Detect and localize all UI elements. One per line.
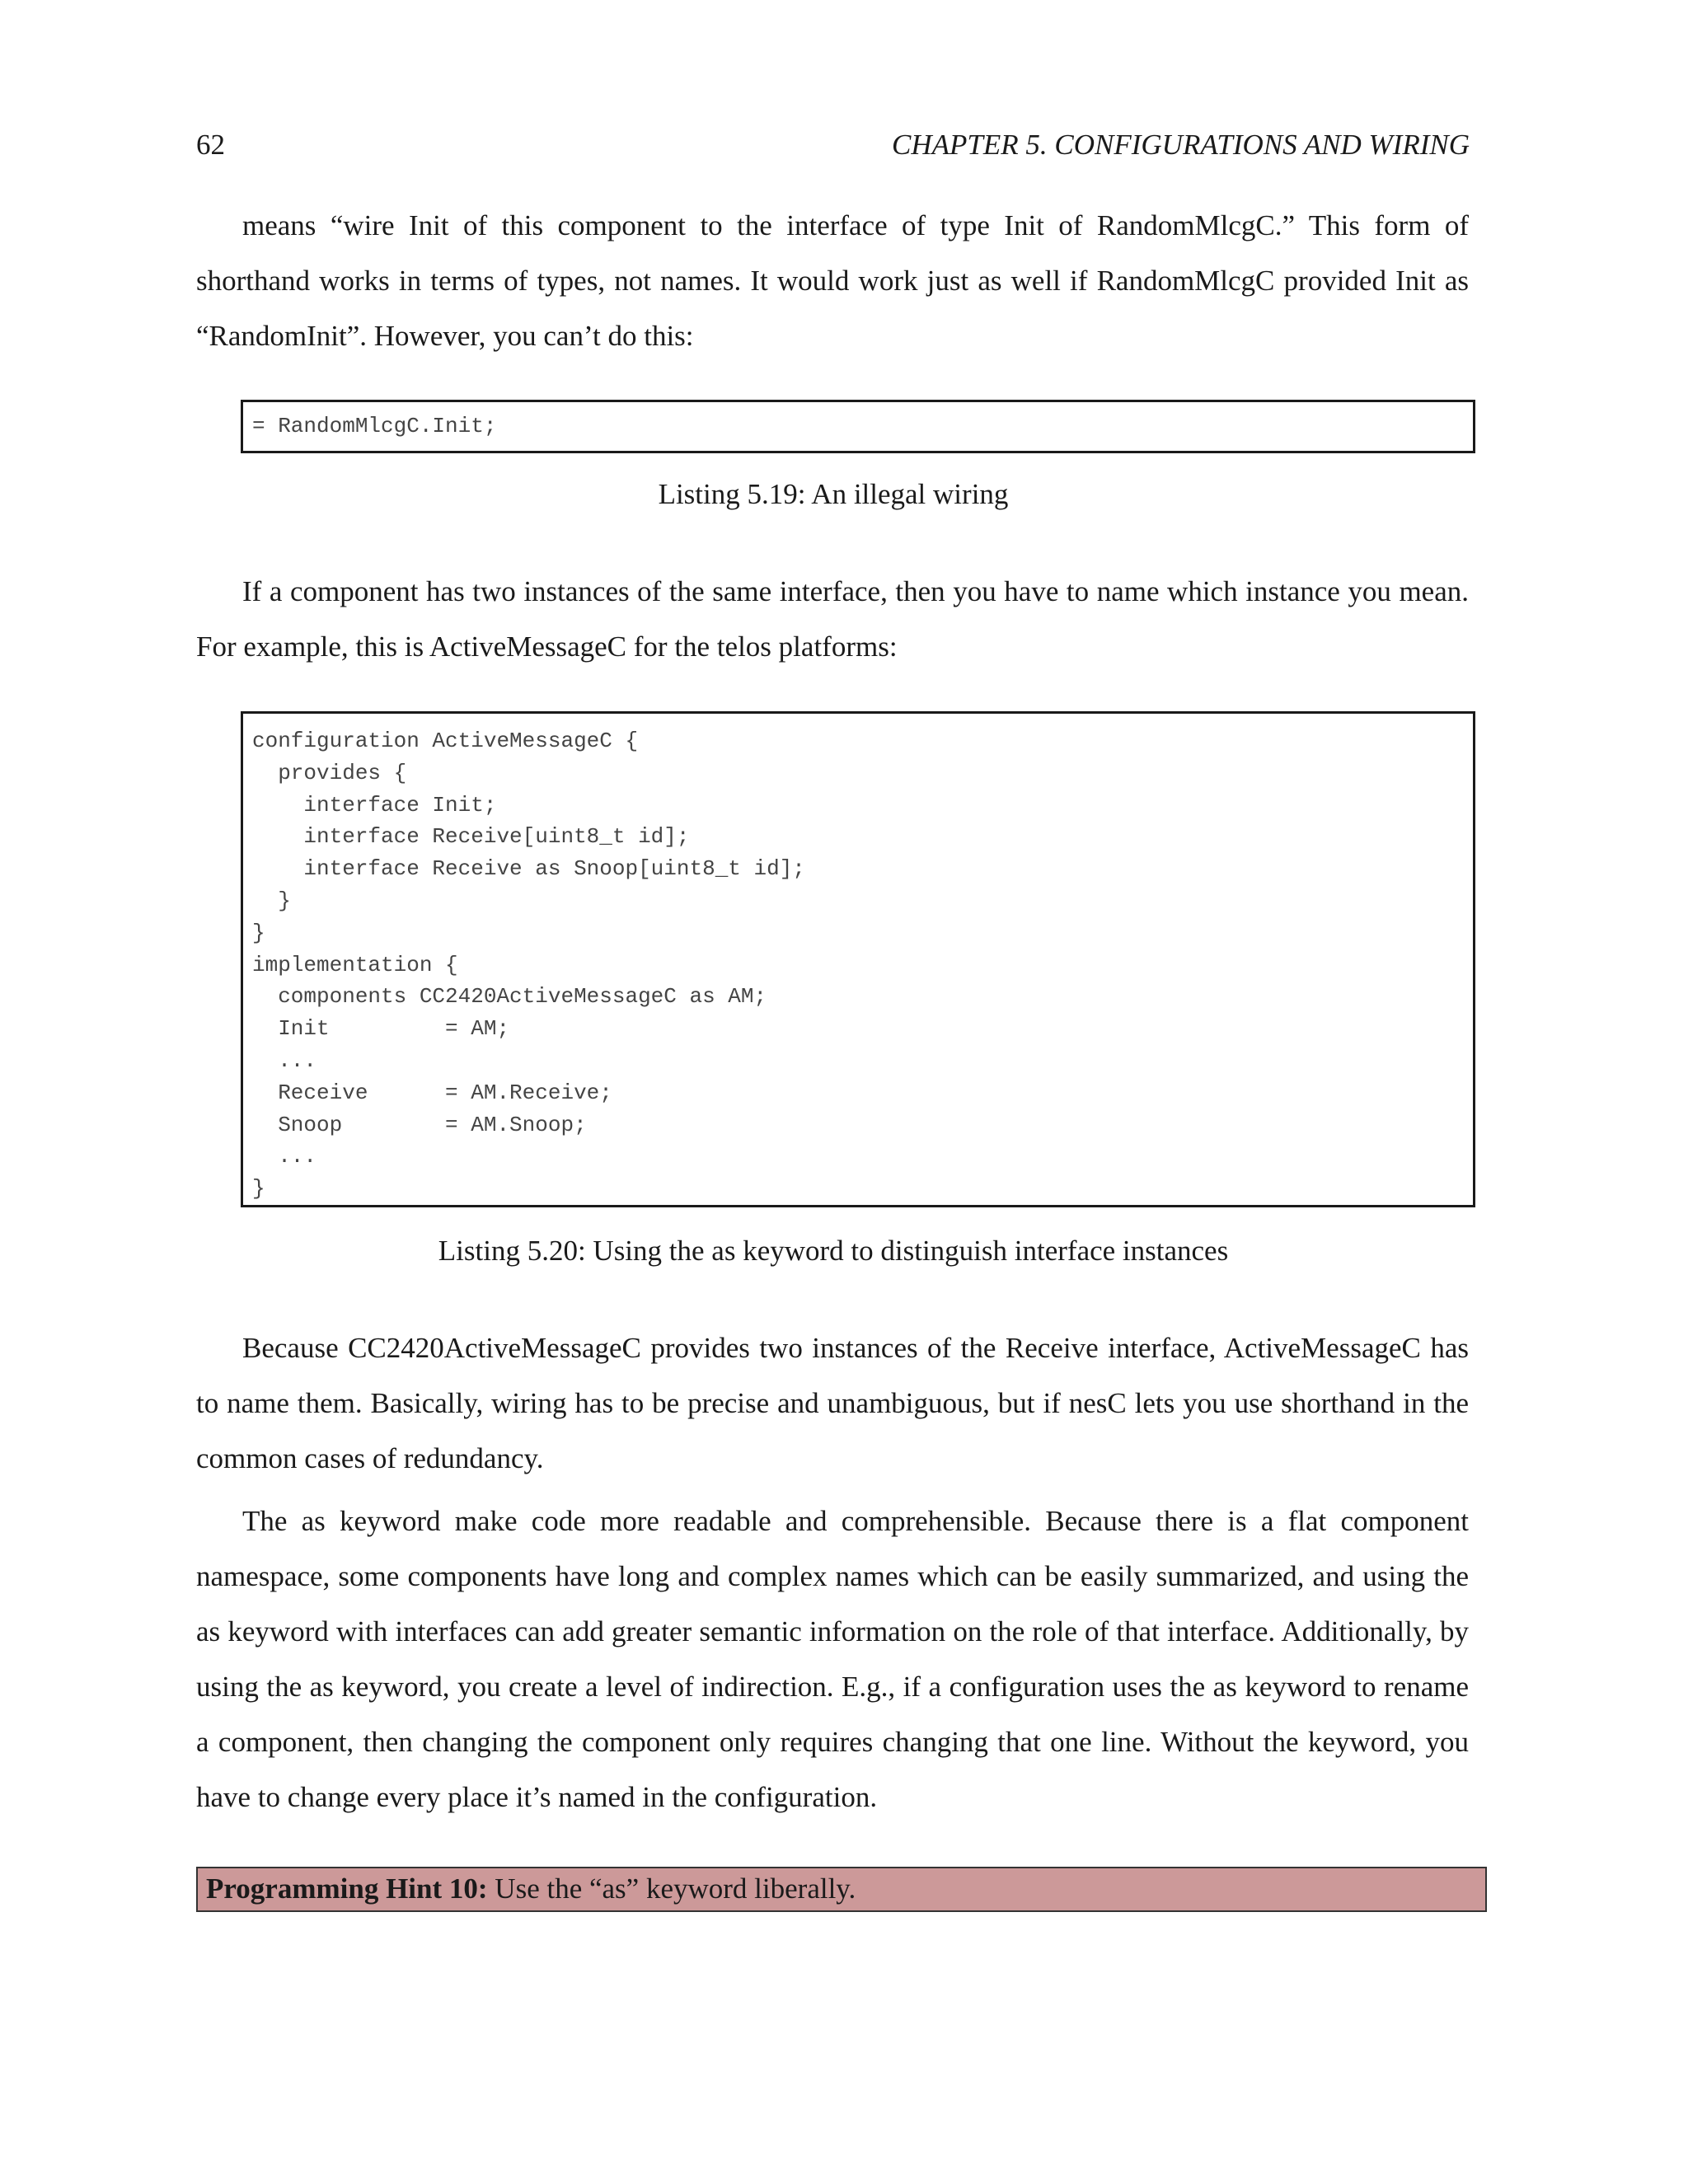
code-line: } <box>252 1176 265 1202</box>
code-line: Snoop = AM.Snoop; <box>252 1112 587 1137</box>
code-line: } <box>252 888 291 913</box>
code-line: = RandomMlcgC.Init; <box>252 414 497 438</box>
code-line: ... <box>252 1047 317 1073</box>
code-listing-5-19 <box>241 400 1475 453</box>
code-line: components CC2420ActiveMessageC as AM; <box>252 984 767 1010</box>
code-line: ... <box>252 1144 317 1169</box>
listing-5-20-caption: Listing 5.20: Using the as keyword to distinguish interface instances <box>438 1235 1229 1267</box>
code-line: Receive = AM.Receive; <box>252 1080 612 1105</box>
code-line: interface Receive as Snoop[uint8_t id]; <box>252 856 805 882</box>
hint-text: Use the “as” keyword liberally. <box>495 1872 856 1905</box>
code-line: interface Receive[uint8_t id]; <box>252 824 690 850</box>
code-line: Init = AM; <box>252 1016 510 1042</box>
code-listing-5-20 <box>241 711 1475 1207</box>
paragraph-two-instances: If a component has two instances of the same interface, then you have to name which instance you mean. For example, this is ActiveMessageC for the telos platforms: <box>196 575 1469 663</box>
code-line: interface Init; <box>252 792 497 818</box>
listing-5-19-caption: Listing 5.19: An illegal wiring <box>658 478 1009 510</box>
code-line: } <box>252 920 265 945</box>
programming-hint-box <box>196 1867 1487 1912</box>
paragraph-as-keyword: The as keyword make code more readable and comprehensible. Because there is a flat component namespace, some components have long and complex names which can be easily summarized, and using the as keyword with interfaces can add greater semantic information on the role of that interface. Additionally, by using the as keyword, you create a level of indirection. E.g., if a configuration uses the as keyword to rename a component, then changing the component only requires changing that one line. Without the keyword, you have to change every place it’s named in the configuration. <box>196 1505 1469 1813</box>
code-line: provides { <box>252 760 407 785</box>
paragraph-shorthand: means “wire Init of this component to the interface of type Init of RandomMlcgC.” This form of shorthand works in terms of types, not names. It would work just as well if RandomMlcgC provided Init as “RandomInit”. However, you can’t do this: <box>196 209 1469 352</box>
running-header: CHAPTER 5. CONFIGURATIONS AND WIRING <box>892 129 1470 161</box>
code-line: configuration ActiveMessageC { <box>252 729 639 753</box>
page-number: 62 <box>196 129 225 161</box>
code-line: implementation { <box>252 952 458 977</box>
paragraph-receive-instances: Because CC2420ActiveMessageC provides two instances of the Receive interface, ActiveMessageC has to name them. Basically, wiring has to be precise and unambiguous, but if nesC lets you use shorthand in the common cases of redundancy. <box>196 1332 1469 1474</box>
hint-label: Programming Hint 10: <box>206 1872 488 1905</box>
